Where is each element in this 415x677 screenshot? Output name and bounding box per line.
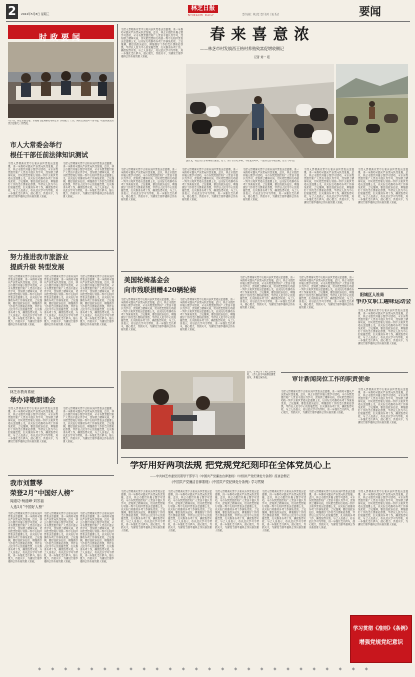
bottom-subheadline2: 《中国共产党廉洁自律准则》《中国共产党纪律处分条例》学习贯彻 <box>170 480 265 484</box>
feature-photo-field <box>336 64 408 158</box>
right-col-rule-1 <box>358 288 408 289</box>
story3-body-a: 为深入贯彻落实党中央和自治区党委决策部署，进一步推动全面从严治党向纵深发展，近日，林芝市组织开展专题学习活动，全市各级党组织和广大党员干部认真学习，深刻领会精神实质，切实把思想和行动统一到中央和区党委决策部署上来，以实际行动推动各项工作落地见效。会议强调，要提高政治站位，增强做好工作的责任感和使命感，坚持以人民为中心的发展思想，扎实推进各项工作，确保取得实效。与会人员表示，将以此次学习为契机，进一步强化责任担当，凝心聚力，真抓实干，为建设美丽幸福林芝作出新的更大贡献。 <box>8 407 58 443</box>
feature-body-1: 为深入贯彻落实党中央和自治区党委决策部署，进一步推动全面从严治党向纵深发展，近日，林芝市组织开展专题学习活动，全市各级党组织和广大党员干部认真学习，深刻领会精神实质，切实把思想和行动统一到中央和区党委决策部署上来，以实际行动推动各项工作落地见效。会议强调，要提高政治站位，增强做好工作的责任感和使命感，坚持以人民为中心的发展思想，扎实推进各项工作，确保取得实效。与会人员表示，将以此次学习为契机，进一步强化责任担当，凝心聚力，真抓实干，为建设美丽幸福林芝作出新的更大贡献。 <box>121 168 177 201</box>
story1-headline2: 根任干部任前法律知识测试 <box>10 151 88 159</box>
story1-body-b: 为深入贯彻落实党中央和自治区党委决策部署，进一步推动全面从严治党向纵深发展，近日，林芝市组织开展专题学习活动，全市各级党组织和广大党员干部认真学习，深刻领会精神实质，切实把思想和行动统一到中央和区党委决策部署上来，以实际行动推动各项工作落地见效。会议强调，要提高政治站位，增强做好工作的责任感和使命感，坚持以人民为中心的发展思想，扎实推进各项工作，确保取得实效。与会人员表示，将以此次学习为契机，进一步强化责任担当，凝心聚力，真抓实干，为建设美丽幸福林芝作出新的更大贡献。 <box>63 162 114 198</box>
foundation-headline2: 向市残联捐赠420辆轮椅 <box>124 286 197 294</box>
editorial-rule <box>281 372 408 373</box>
page-header <box>6 4 410 20</box>
bottom-headline: 学好用好两项法规 把党规党纪刻印在全体党员心上 <box>130 461 332 471</box>
story3-headline: 举办诗歌朗诵会 <box>10 396 56 404</box>
story2-body-a: 为深入贯彻落实党中央和自治区党委决策部署，进一步推动全面从严治党向纵深发展，近日，林芝市组织开展专题学习活动，全市各级党组织和广大党员干部认真学习，深刻领会精神实质，切实把思想和行动统一到中央和区党委决策部署上来，以实际行动推动各项工作落地见效。会议强调，要提高政治站位，增强做好工作的责任感和使命感，坚持以人民为中心的发展思想，扎实推进各项工作，确保取得实效。与会人员表示，将以此次学习为契机，进一步强化责任担当，凝心聚力，真抓实干，为建设美丽幸福林芝作出新的更大贡献。 <box>8 275 42 326</box>
left-divider-3 <box>8 475 114 476</box>
masthead: 林芝日报 <box>188 5 218 13</box>
masthead-sub: NYINGCHI DAILY <box>188 14 215 17</box>
middle-top-rule <box>121 271 354 272</box>
promo-line2: 增强党规党纪意识 <box>358 640 403 646</box>
feature-photo-barn <box>186 64 334 158</box>
story4-body-c: 为深入贯彻落实党中央和自治区党委决策部署，进一步推动全面从严治党向纵深发展，近日，林芝市组织开展专题学习活动，全市各级党组织和广大党员干部认真学习，深刻领会精神实质，切实把思想和行动统一到中央和区党委决策部署上来，以实际行动推动各项工作落地见效。会议强调，要提高政治站位，增强做好工作的责任感和使命感，坚持以人民为中心的发展思想，扎实推进各项工作，确保取得实效。与会人员表示，将以此次学习为契机，进一步强化责任担当，凝心聚力，真抓实干，为建设美丽幸福林芝作出新的更大贡献。 <box>80 512 114 563</box>
feature-byline: 记者 刘一 报 <box>254 55 270 59</box>
bottom-body-2: 为深入贯彻落实党中央和自治区党委决策部署，进一步推动全面从严治党向纵深发展，近日，林芝市组织开展专题学习活动，全市各级党组织和广大党员干部认真学习，深刻领会精神实质，切实把思想和行动统一到中央和区党委决策部署上来，以实际行动推动各项工作落地见效。会议强调，要提高政治站位，增强做好工作的责任感和使命感，坚持以人民为中心的发展思想，扎实推进各项工作，确保取得实效。与会人员表示，将以此次学习为契机，进一步强化责任担当，凝心聚力，真抓实干，为建设美丽幸福林芝作出新的更大贡献。 <box>168 490 212 532</box>
bottom-subheadline: ——中共林芝市委党员领导干部学习《中国共产党廉洁自律准则》《中国共产党纪律处分条例》座谈会侧记 <box>150 474 290 478</box>
date-line: 2024年5月8日 星期三 <box>21 12 50 16</box>
bottom-feature-rule <box>121 457 408 458</box>
foundation-body-c: 为深入贯彻落实党中央和自治区党委决策部署，进一步推动全面从严治党向纵深发展，近日，林芝市组织开展专题学习活动，全市各级党组织和广大党员干部认真学习，深刻领会精神实质，切实把思想和行动统一到中央和区党委决策部署上来，以实际行动推动各项工作落地见效。会议强调，要提高政治站位，增强做好工作的责任感和使命感，坚持以人民为中心的发展思想，扎实推进各项工作，确保取得实效。与会人员表示，将以此次学习为契机，进一步强化责任担当，凝心聚力，真抓实干，为建设美丽幸福林芝作出新的更大贡献。 <box>240 276 295 309</box>
feature-body-2: 为深入贯彻落实党中央和自治区党委决策部署，进一步推动全面从严治党向纵深发展，近日，林芝市组织开展专题学习活动，全市各级党组织和广大党员干部认真学习，深刻领会精神实质，切实把思想和行动统一到中央和区党委决策部署上来，以实际行动推动各项工作落地见效。会议强调，要提高政治站位，增强做好工作的责任感和使命感，坚持以人民为中心的发展思想，扎实推进各项工作，确保取得实效。与会人员表示，将以此次学习为契机，进一步强化责任担当，凝心聚力，真抓实干，为建设美丽幸福林芝作出新的更大贡献。 <box>182 168 238 201</box>
promo-line1: 学习贯彻《准则》《条例》 <box>353 626 411 632</box>
left-column-separator <box>117 24 118 464</box>
story2-body-b: 为深入贯彻落实党中央和自治区党委决策部署，进一步推动全面从严治党向纵深发展，近日，林芝市组织开展专题学习活动，全市各级党组织和广大党员干部认真学习，深刻领会精神实质，切实把思想和行动统一到中央和区党委决策部署上来，以实际行动推动各项工作落地见效。会议强调，要提高政治站位，增强做好工作的责任感和使命感，坚持以人民为中心的发展思想，扎实推进各项工作，确保取得实效。与会人员表示，将以此次学习为契机，进一步强化责任担当，凝心聚力，真抓实干，为建设美丽幸福林芝作出新的更大贡献。 <box>44 275 78 326</box>
volunteer-body-b: 为深入贯彻落实党中央和自治区党委决策部署，进一步推动全面从严治党向纵深发展，近日，林芝市组织开展专题学习活动，全市各级党组织和广大党员干部认真学习，深刻领会精神实质，切实把思想和行动统一到中央和区党委决策部署上来，以实际行动推动各项工作落地见效。会议强调，要提高政治站位，增强做好工作的责任感和使命感，坚持以人民为中心的发展思想，扎实推进各项工作，确保取得实效。与会人员表示，将以此次学习为契机，进一步强化责任担当，凝心聚力，真抓实干，为建设美丽幸福林芝作出新的更大贡献。 <box>358 309 408 345</box>
section-banner-text: 时政要闻 <box>39 32 83 42</box>
story1-body-a: 为深入贯彻落实党中央和自治区党委决策部署，进一步推动全面从严治党向纵深发展，近日，林芝市组织开展专题学习活动，全市各级党组织和广大党员干部认真学习，深刻领会精神实质，切实把思想和行动统一到中央和区党委决策部署上来，以实际行动推动各项工作落地见效。会议强调，要提高政治站位，增强做好工作的责任感和使命感，坚持以人民为中心的发展思想，扎实推进各项工作，确保取得实效。与会人员表示，将以此次学习为契机，进一步强化责任担当，凝心聚力，真抓实干，为建设美丽幸福林芝作出新的更大贡献。 <box>8 162 58 198</box>
feature-subheadline: ——林芝市村发镇西王格村养殖致富促增收侧记 <box>200 46 284 51</box>
story4-headline2: 荣登2月“中国好人榜” <box>10 489 75 497</box>
feature-body-lead: 为深入贯彻落实党中央和自治区党委决策部署，进一步推动全面从严治党向纵深发展，近日，林芝市组织开展专题学习活动，全市各级党组织和广大党员干部认真学习，深刻领会精神实质，切实把思想和行动统一到中央和区党委决策部署上来，以实际行动推动各项工作落地见效。会议强调，要提高政治站位，增强做好工作的责任感和使命感，坚持以人民为中心的发展思想，扎实推进各项工作，确保取得实效。与会人员表示，将以此次学习为契机，进一步强化责任担当，凝心聚力，真抓实干，为建设美丽幸福林芝作出新的更大贡献。 <box>121 28 183 58</box>
left-divider-1 <box>8 250 114 251</box>
foundation-headline: 美国轮椅基金会 <box>124 276 170 284</box>
feature-headline: 春来喜意浓 <box>210 25 316 43</box>
story2-headline: 努力推进我市旅游业 <box>10 253 69 261</box>
story2-headline2: 提质升级 转型发展 <box>10 263 65 271</box>
feature-body-4: 为深入贯彻落实党中央和自治区党委决策部署，进一步推动全面从严治党向纵深发展，近日，林芝市组织开展专题学习活动，全市各级党组织和广大党员干部认真学习，深刻领会精神实质，切实把思想和行动统一到中央和区党委决策部署上来，以实际行动推动各项工作落地见效。会议强调，要提高政治站位，增强做好工作的责任感和使命感，坚持以人民为中心的发展思想，扎实推进各项工作，确保取得实效。与会人员表示，将以此次学习为契机，进一步强化责任担当，凝心聚力，真抓实干，为建设美丽幸福林芝作出新的更大贡献。 <box>304 168 354 204</box>
middle-body-after-photo: 为深入贯彻落实党中央和自治区党委决策部署，进一步推动全面从严治党向纵深发展，近日，林芝市组织开展专题学习活动，全市各级党组织和广大党员干部认真学习，深刻领会精神实质，切实把思想和行动统一到中央和区党委决策部署上来，以实际行动推动各项工作落地见效。会议强调，要提高政治站位，增强做好工作的责任感和使命感，坚持以人民为中心的发展思想，扎实推进各项工作，确保取得实效。与会人员表示，将以此次学习为契机，进一步强化责任担当，凝心聚力，真抓实干，为建设美丽幸福林芝作出新的更大贡献。 <box>281 390 354 414</box>
foundation-body-d: 为深入贯彻落实党中央和自治区党委决策部署，进一步推动全面从严治党向纵深发展，近日，林芝市组织开展专题学习活动，全市各级党组织和广大党员干部认真学习，深刻领会精神实质，切实把思想和行动统一到中央和区党委决策部署上来，以实际行动推动各项工作落地见效。会议强调，要提高政治站位，增强做好工作的责任感和使命感，坚持以人民为中心的发展思想，扎实推进各项工作，确保取得实效。与会人员表示，将以此次学习为契机，进一步强化责任担当，凝心聚力，真抓实干，为建设美丽幸福林芝作出新的更大贡献。 <box>299 276 354 309</box>
left-photo-caption: 5月7日，林芝市委常委、市委秘书长调研指导林芝市“乡村振兴”工作，同时走访慰问一线干部，听取各级党组织汇报相关工作情况。 <box>8 120 114 125</box>
section-title: 要闻 <box>359 5 381 18</box>
foundation-body-a: 为深入贯彻落实党中央和自治区党委决策部署，进一步推动全面从严治党向纵深发展，近日，林芝市组织开展专题学习活动，全市各级党组织和广大党员干部认真学习，深刻领会精神实质，切实把思想和行动统一到中央和区党委决策部署上来，以实际行动推动各项工作落地见效。会议强调，要提高政治站位，增强做好工作的责任感和使命感，坚持以人民为中心的发展思想，扎实推进各项工作，确保取得实效。与会人员表示，将以此次学习为契机，进一步强化责任担当，凝心聚力，真抓实干，为建设美丽幸福林芝作出新的更大贡献。 <box>121 298 176 331</box>
story1-headline: 市人大常委会举行 <box>10 141 62 149</box>
volunteer-headline: 争办女职工趣味运动会 <box>356 299 412 305</box>
story2-body-c: 为深入贯彻落实党中央和自治区党委决策部署，进一步推动全面从严治党向纵深发展，近日，林芝市组织开展专题学习活动，全市各级党组织和广大党员干部认真学习，深刻领会精神实质，切实把思想和行动统一到中央和区党委决策部署上来，以实际行动推动各项工作落地见效。会议强调，要提高政治站位，增强做好工作的责任感和使命感，坚持以人民为中心的发展思想，扎实推进各项工作，确保取得实效。与会人员表示，将以此次学习为契机，进一步强化责任担当，凝心聚力，真抓实干，为建设美丽幸福林芝作出新的更大贡献。 <box>80 275 114 326</box>
feature-body-right: 为深入贯彻落实党中央和自治区党委决策部署，进一步推动全面从严治党向纵深发展，近日，林芝市组织开展专题学习活动，全市各级党组织和广大党员干部认真学习，深刻领会精神实质，切实把思想和行动统一到中央和区党委决策部署上来，以实际行动推动各项工作落地见效。会议强调，要提高政治站位，增强做好工作的责任感和使命感，坚持以人民为中心的发展思想，扎实推进各项工作，确保取得实效。与会人员表示，将以此次学习为契机，进一步强化责任担当，凝心聚力，真抓实干，为建设美丽幸福林芝作出新的更大贡献。 <box>358 168 408 204</box>
feature-photo-caption: 连日来，村民正在养殖场内忙碌着，牦牛、奶牛正在吃草料，不时发出叫声，一派喜人的丰收景象。记者 李冬 摄 <box>186 160 295 162</box>
story4-body-a: 为深入贯彻落实党中央和自治区党委决策部署，进一步推动全面从严治党向纵深发展，近日，林芝市组织开展专题学习活动，全市各级党组织和广大党员干部认真学习，深刻领会精神实质，切实把思想和行动统一到中央和区党委决策部署上来，以实际行动推动各项工作落地见效。会议强调，要提高政治站位，增强做好工作的责任感和使命感，坚持以人民为中心的发展思想，扎实推进各项工作，确保取得实效。与会人员表示，将以此次学习为契机，进一步强化责任担当，凝心聚力，真抓实干，为建设美丽幸福林芝作出新的更大贡献。 <box>8 512 42 563</box>
section-banner <box>8 25 114 42</box>
footer-ornament: ◆◆◆◆◆◆◆◆◆◆◆◆◆◆◆◆◆◆◆◆◆◆◆◆◆◆ <box>38 666 378 671</box>
story4-body-b: 为深入贯彻落实党中央和自治区党委决策部署，进一步推动全面从严治党向纵深发展，近日，林芝市组织开展专题学习活动，全市各级党组织和广大党员干部认真学习，深刻领会精神实质，切实把思想和行动统一到中央和区党委决策部署上来，以实际行动推动各项工作落地见效。会议强调，要提高政治站位，增强做好工作的责任感和使命感，坚持以人民为中心的发展思想，扎实推进各项工作，确保取得实效。与会人员表示，将以此次学习为契机，进一步强化责任担当，凝心聚力，真抓实干，为建设美丽幸福林芝作出新的更大贡献。 <box>44 512 78 563</box>
bottom-body-3: 为深入贯彻落实党中央和自治区党委决策部署，进一步推动全面从严治党向纵深发展，近日，林芝市组织开展专题学习活动，全市各级党组织和广大党员干部认真学习，深刻领会精神实质，切实把思想和行动统一到中央和区党委决策部署上来，以实际行动推动各项工作落地见效。会议强调，要提高政治站位，增强做好工作的责任感和使命感，坚持以人民为中心的发展思想，扎实推进各项工作，确保取得实效。与会人员表示，将以此次学习为契机，进一步强化责任担当，凝心聚力，真抓实干，为建设美丽幸福林芝作出新的更大贡献。 <box>215 490 259 532</box>
bottom-body-1: 为深入贯彻落实党中央和自治区党委决策部署，进一步推动全面从严治党向纵深发展，近日，林芝市组织开展专题学习活动，全市各级党组织和广大党员干部认真学习，深刻领会精神实质，切实把思想和行动统一到中央和区党委决策部署上来，以实际行动推动各项工作落地见效。会议强调，要提高政治站位，增强做好工作的责任感和使命感，坚持以人民为中心的发展思想，扎实推进各项工作，确保取得实效。与会人员表示，将以此次学习为契机，进一步强化责任担当，凝心聚力，真抓实干，为建设美丽幸福林芝作出新的更大贡献。 <box>121 490 165 532</box>
clinic-photo <box>121 371 245 449</box>
left-divider-2 <box>8 387 114 388</box>
promo-box <box>350 615 412 663</box>
header-rule <box>6 21 410 22</box>
story4-sub: 闻道功·杨道峰·刘芳福 <box>10 499 44 503</box>
foundation-body-b: 为深入贯彻落实党中央和自治区党委决策部署，进一步推动全面从严治党向纵深发展，近日，林芝市组织开展专题学习活动，全市各级党组织和广大党员干部认真学习，深刻领会精神实质，切实把思想和行动统一到中央和区党委决策部署上来，以实际行动推动各项工作落地见效。会议强调，要提高政治站位，增强做好工作的责任感和使命感，坚持以人民为中心的发展思想，扎实推进各项工作，确保取得实效。与会人员表示，将以此次学习为契机，进一步强化责任担当，凝心聚力，真抓实干，为建设美丽幸福林芝作出新的更大贡献。 <box>180 298 235 331</box>
editorial-headline: 审计新闻岗位工作的职责使命 <box>292 376 371 383</box>
story4-sub2: 入选1月“中国好人榜” <box>10 505 44 509</box>
story3-body-b: 为深入贯彻落实党中央和自治区党委决策部署，进一步推动全面从严治党向纵深发展，近日，林芝市组织开展专题学习活动，全市各级党组织和广大党员干部认真学习，深刻领会精神实质，切实把思想和行动统一到中央和区党委决策部署上来，以实际行动推动各项工作落地见效。会议强调，要提高政治站位，增强做好工作的责任感和使命感，坚持以人民为中心的发展思想，扎实推进各项工作，确保取得实效。与会人员表示，将以此次学习为契机，进一步强化责任担当，凝心聚力，真抓实干，为建设美丽幸福林芝作出新的更大贡献。 <box>63 407 114 443</box>
editorial-body-b: 为深入贯彻落实党中央和自治区党委决策部署，进一步推动全面从严治党向纵深发展，近日，林芝市组织开展专题学习活动，全市各级党组织和广大党员干部认真学习，深刻领会精神实质，切实把思想和行动统一到中央和区党委决策部署上来，以实际行动推动各项工作落地见效。会议强调，要提高政治站位，增强做好工作的责任感和使命感，坚持以人民为中心的发展思想，扎实推进各项工作，确保取得实效。与会人员表示，将以此次学习为契机，进一步强化责任担当，凝心聚力，真抓实干，为建设美丽幸福林芝作出新的更大贡献。 <box>358 388 408 424</box>
feature-body-3: 为深入贯彻落实党中央和自治区党委决策部署，进一步推动全面从严治党向纵深发展，近日，林芝市组织开展专题学习活动，全市各级党组织和广大党员干部认真学习，深刻领会精神实质，切实把思想和行动统一到中央和区党委决策部署上来，以实际行动推动各项工作落地见效。会议强调，要提高政治站位，增强做好工作的责任感和使命感，坚持以人民为中心的发展思想，扎实推进各项工作，确保取得实效。与会人员表示，将以此次学习为契机，进一步强化责任担当，凝心聚力，真抓实干，为建设美丽幸福林芝作出新的更大贡献。 <box>243 168 299 201</box>
left-top-photo <box>8 42 114 118</box>
bottom-body-4: 为深入贯彻落实党中央和自治区党委决策部署，进一步推动全面从严治党向纵深发展，近日，林芝市组织开展专题学习活动，全市各级党组织和广大党员干部认真学习，深刻领会精神实质，切实把思想和行动统一到中央和区党委决策部署上来，以实际行动推动各项工作落地见效。会议强调，要提高政治站位，增强做好工作的责任感和使命感，坚持以人民为中心的发展思想，扎实推进各项工作，确保取得实效。与会人员表示，将以此次学习为契机，进一步强化责任担当，凝心聚力，真抓实干，为建设美丽幸福林芝作出新的更大贡献。 <box>262 490 306 532</box>
contact-line: 责任编辑：林芝报 责任校对 美编 版式 <box>242 13 280 16</box>
clinic-photo-caption: 近日，在林芝市工布江达县某村，工作人员为当地群众测量血压，开展义诊活动。 <box>247 371 276 379</box>
page-number: 2 <box>7 4 17 18</box>
bottom-body-6: 为深入贯彻落实党中央和自治区党委决策部署，进一步推动全面从严治党向纵深发展，近日，林芝市组织开展专题学习活动，全市各级党组织和广大党员干部认真学习，深刻领会精神实质，切实把思想和行动统一到中央和区党委决策部署上来，以实际行动推动各项工作落地见效。会议强调，要提高政治站位，增强做好工作的责任感和使命感，坚持以人民为中心的发展思想，扎实推进各项工作，确保取得实效。与会人员表示，将以此次学习为契机，进一步强化责任担当，凝心聚力，真抓实干，为建设美丽幸福林芝作出新的更大贡献。 <box>358 490 408 526</box>
bottom-body-5: 为深入贯彻落实党中央和自治区党委决策部署，进一步推动全面从严治党向纵深发展，近日，林芝市组织开展专题学习活动，全市各级党组织和广大党员干部认真学习，深刻领会精神实质，切实把思想和行动统一到中央和区党委决策部署上来，以实际行动推动各项工作落地见效。会议强调，要提高政治站位，增强做好工作的责任感和使命感，坚持以人民为中心的发展思想，扎实推进各项工作，确保取得实效。与会人员表示，将以此次学习为契机，进一步强化责任担当，凝心聚力，真抓实干，为建设美丽幸福林芝作出新的更大贡献。 <box>309 490 355 529</box>
story3-kicker: 林芝市教育系统 <box>10 390 35 394</box>
volunteer-kicker: 阳城区人社局 <box>360 292 384 297</box>
story4-headline: 我市刘慧琴 <box>10 479 43 487</box>
